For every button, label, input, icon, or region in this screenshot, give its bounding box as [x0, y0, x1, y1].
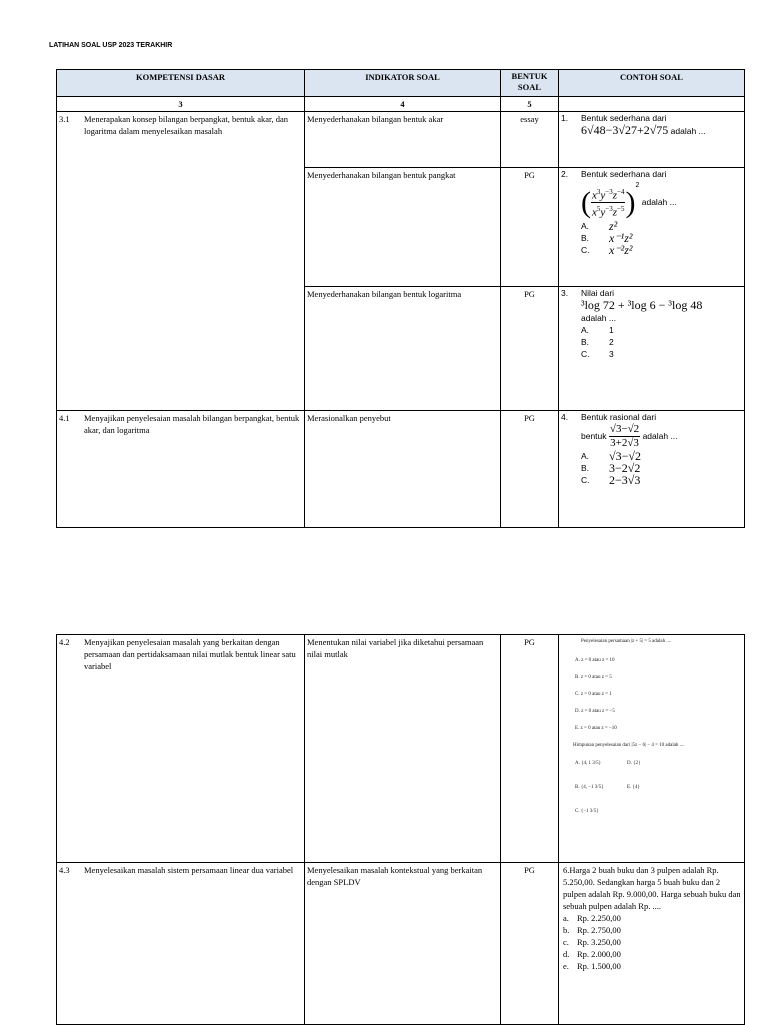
indikator-cell: Menentukan nilai variabel jika diketahui persamaan nilai mutlak: [305, 635, 501, 863]
kd-cell: [57, 112, 305, 411]
kd-cell: [57, 411, 305, 528]
question-5: [559, 635, 745, 863]
option: B. {4, −1 3/5}: [575, 785, 604, 790]
option: C. {−1 3/5}: [575, 809, 599, 814]
option-label: a.: [563, 913, 569, 923]
option: E. z = 0 atau z = −10: [575, 726, 617, 731]
question-table-1: [56, 69, 745, 528]
kd-code: 4.1: [59, 413, 70, 423]
page-title: LATIHAN SOAL USP 2023 TERAKHIR: [49, 42, 173, 49]
option-value: √3−√2: [609, 449, 641, 463]
question-tail: adalah ...: [642, 430, 678, 441]
option-label: A.: [581, 220, 590, 231]
question-number: 4.: [561, 412, 569, 422]
fraction-denominator: 3+2√3: [610, 437, 639, 449]
math-expression: 6√48−3√27+2√75: [581, 123, 669, 137]
question-text: Bentuk sederhana dari: [581, 169, 667, 179]
bentuk-cell: PG: [501, 168, 559, 287]
option-value: Rp. 2.000,00: [577, 949, 621, 959]
option-label: b.: [563, 925, 570, 935]
option-value: 3: [609, 349, 614, 359]
kd-code: 3.1: [59, 114, 70, 124]
option: A. {4, 1 3/5}: [575, 761, 602, 766]
question-text: Bentuk sederhana dari: [581, 113, 667, 123]
question-stem: Penyelesaian persamaan |z + 5| = 5 adalah ....: [581, 639, 672, 644]
question-text: Bentuk rasional dari: [581, 412, 657, 422]
question-6: [559, 863, 745, 1025]
option-value: Rp. 3.250,00: [577, 937, 621, 947]
indikator-cell: Menyederhanakan bilangan bentuk logaritma: [305, 287, 501, 411]
option-label: C.: [581, 349, 590, 359]
header-kompetensi-dasar: KOMPETENSI DASAR: [57, 70, 305, 97]
bentuk-cell: PG: [501, 863, 559, 1025]
option-value: 2−3√3: [609, 473, 641, 487]
option: D. {2}: [627, 761, 641, 766]
option-value: x⁻²z²: [609, 242, 633, 257]
fraction-numerator: √3−√2: [609, 423, 640, 435]
question-number: 2.: [561, 169, 569, 179]
question-tail: adalah ...: [641, 197, 677, 207]
option-label: d.: [563, 949, 570, 959]
header-bentuk-soal: BENTUK SOAL: [501, 70, 559, 97]
question-2: [559, 168, 745, 287]
kd-text: Menyajikan penyelesaian masalah bilangan berpangkat, bentuk akar, dan logaritma: [84, 413, 300, 435]
question-prefix: bentuk: [581, 430, 607, 441]
option: C. z = 0 atau z = 1: [575, 692, 612, 697]
option-label: B.: [581, 232, 590, 243]
question-number: 1.: [561, 113, 569, 123]
col-number: 4: [305, 97, 501, 112]
kd-code: 4.2: [59, 637, 70, 647]
bentuk-cell: essay: [501, 112, 559, 168]
question-stem: 6.Harga 2 buah buku dan 3 pulpen adalah Rp. 5.250,00. Sedangkan harga 5 buah buku dan 2 pulpen adalah Rp. 9.000,00. Harga sebuah buku dan sebuah pulpen adalah Rp. ....: [563, 865, 741, 911]
kd-text: Menyajikan penyelesaian masalah yang berkaitan dengan persamaan dan pertidaksamaan nilai mutlak bentuk linear satu variabel: [84, 637, 296, 671]
kd-cell: [57, 635, 305, 863]
math-fraction: [609, 423, 640, 450]
question-number: 3.: [561, 288, 569, 298]
bentuk-cell: PG: [501, 287, 559, 411]
col-number: 3: [57, 97, 305, 112]
question-text: Nilai dari: [581, 288, 615, 298]
col-number: 5: [501, 97, 559, 112]
option-value: Rp. 2.750,00: [577, 925, 621, 935]
option: A. z = 0 atau z = 10: [575, 658, 615, 663]
option-label: B.: [581, 463, 590, 473]
option: E. {4}: [627, 785, 640, 790]
question-table-2: [56, 634, 745, 1025]
indikator-cell: Menyederhanakan bilangan bentuk pangkat: [305, 168, 501, 287]
question-stem: Himpunan penyelesaian dari |5z − 6| − 4 = 10 adalah ....: [573, 743, 685, 748]
option-label: C.: [581, 475, 590, 485]
option-label: e.: [563, 961, 569, 971]
option-label: B.: [581, 337, 590, 347]
option-label: A.: [581, 325, 590, 335]
indikator-cell: Merasionalkan penyebut: [305, 411, 501, 528]
option-label: C.: [581, 244, 590, 255]
option-label: A.: [581, 451, 590, 461]
indikator-cell: Menyelesaikan masalah kontekstual yang berkaitan dengan SPLDV: [305, 863, 501, 1025]
math-expression: ( $\frac{x^3y^{-3}z^{-4}}{x^5y^{-3}z^{-5}}$ )$^2$ adalah ...: [581, 182, 677, 219]
option-value: 1: [609, 325, 614, 335]
option-value: 3−2√2: [609, 461, 641, 475]
col-number: [559, 97, 745, 112]
option: D. z = 0 atau z = −5: [575, 709, 615, 714]
question-tail: adalah ...: [670, 126, 706, 136]
indikator-cell: Menyederhanakan bilangan bentuk akar: [305, 112, 501, 168]
header-indikator-soal: INDIKATOR SOAL: [305, 70, 501, 97]
question-tail: adalah ...: [581, 313, 616, 323]
kd-cell: [57, 863, 305, 1025]
math-expression: ³log 72 + ³log 6 − ³log 48: [581, 298, 703, 312]
option-value: z²: [609, 218, 618, 233]
option-label: c.: [563, 937, 569, 947]
bentuk-cell: PG: [501, 635, 559, 863]
option-value: x⁻¹z²: [609, 230, 633, 245]
kd-text: Menerapakan konsep bilangan berpangkat, bentuk akar, dan logaritma dalam menyelesaikan masalah: [84, 114, 289, 136]
option-value: Rp. 2.250,00: [577, 913, 621, 923]
kd-code: 4.3: [59, 865, 70, 875]
option-value: Rp. 1.500,00: [577, 961, 621, 971]
kd-text: Menyelesaikan masalah sistem persamaan linear dua variabel: [84, 865, 294, 875]
option: B. z = 0 atau z = 5: [575, 675, 612, 680]
option-value: 2: [609, 337, 614, 347]
bentuk-cell: PG: [501, 411, 559, 528]
question-1: [559, 112, 745, 168]
header-contoh-soal: CONTOH SOAL: [559, 70, 745, 97]
question-4: [559, 411, 745, 528]
question-3: [559, 287, 745, 411]
